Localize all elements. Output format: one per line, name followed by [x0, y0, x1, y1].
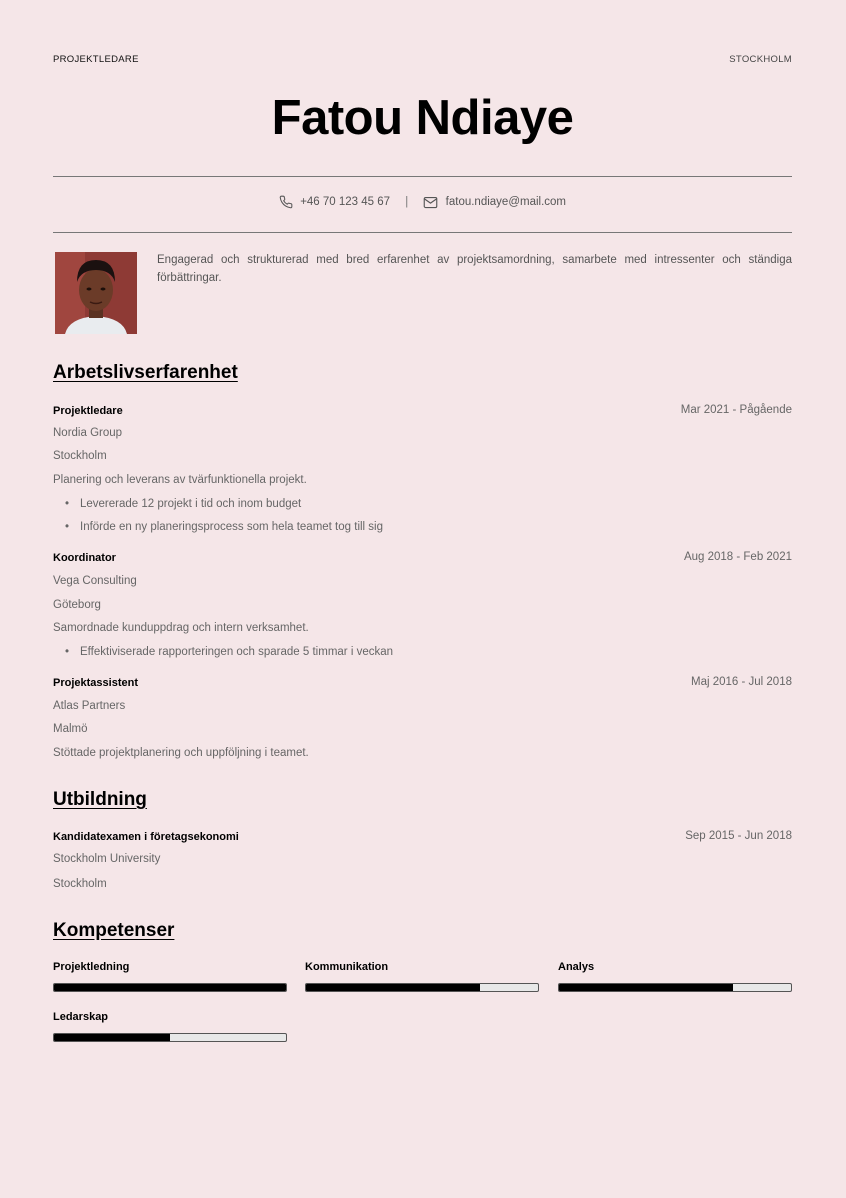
job-company: Nordia Group — [53, 427, 123, 439]
skill-name: Ledarskap — [53, 1011, 109, 1023]
degree-title: Kandidatexamen i företagsekonomi — [53, 831, 239, 843]
skill-name: Kommunikation — [305, 961, 389, 973]
phone-icon — [279, 196, 300, 208]
profile-photo — [55, 252, 137, 334]
divider-top — [53, 176, 792, 177]
education-dates: Sep 2015 - Jun 2018 — [685, 830, 792, 842]
person-name: Fatou Ndiaye — [271, 91, 574, 145]
divider-bottom — [53, 232, 792, 233]
job-dates: Aug 2018 - Feb 2021 — [683, 551, 792, 563]
school-city: Stockholm — [53, 878, 107, 890]
role-label: PROJEKTLEDARE — [53, 54, 139, 65]
skills-heading: Kompetenser — [53, 920, 175, 941]
skill-level-bar — [558, 983, 792, 992]
school-name: Stockholm University — [53, 853, 161, 865]
contact-separator: | — [405, 196, 409, 208]
job-description: Planering och leverans av tvärfunktionella projekt. — [53, 474, 307, 486]
job-title: Koordinator — [53, 552, 116, 564]
skill-level-bar — [53, 983, 287, 992]
skill-name: Projektledning — [53, 961, 130, 973]
skill-level-fill — [54, 1034, 170, 1041]
job-description: Stöttade projektplanering och uppföljning i teamet. — [53, 747, 309, 759]
job-city: Malmö — [53, 723, 88, 735]
job-bullet: • Levererade 12 projekt i tid och inom budget — [80, 498, 301, 510]
job-dates: Maj 2016 - Jul 2018 — [690, 676, 792, 688]
skill-name: Analys — [558, 961, 595, 973]
phone-number[interactable]: +46 70 123 45 67 — [300, 196, 391, 208]
skill-item — [305, 961, 539, 992]
skill-level-bar — [53, 1033, 287, 1042]
job-bullet: • Införde en ny planeringsprocess som hela teamet tog till sig — [80, 521, 383, 533]
skill-item — [53, 1011, 287, 1042]
skill-level-fill — [54, 984, 286, 991]
job-title: Projektassistent — [53, 677, 138, 689]
skill-level-fill — [559, 984, 733, 991]
experience-heading: Arbetslivserfarenhet — [53, 362, 238, 383]
job-title: Projektledare — [53, 405, 123, 417]
job-city: Göteborg — [53, 599, 101, 611]
education-heading: Utbildning — [53, 789, 147, 810]
profile-summary: Engagerad och strukturerad med bred erfarenhet av projektsamordning, samarbete med intressenter och ständiga förbättringar. — [157, 254, 792, 284]
skill-level-bar — [305, 983, 539, 992]
city-label: STOCKHOLM — [729, 54, 792, 65]
job-dates: Mar 2021 - Pågående — [680, 404, 792, 416]
skill-level-fill — [306, 984, 480, 991]
job-city: Stockholm — [53, 450, 107, 462]
job-company: Atlas Partners — [53, 700, 126, 712]
skill-item — [558, 961, 792, 992]
mail-icon — [423, 196, 445, 208]
skill-item — [53, 961, 287, 992]
job-description: Samordnade kunduppdrag och intern verksamhet. — [53, 622, 309, 634]
job-company: Vega Consulting — [53, 575, 137, 587]
job-bullet: • Effektiviserade rapporteringen och sparade 5 timmar i veckan — [80, 646, 393, 658]
email-address[interactable]: fatou.ndiaye@mail.com — [445, 196, 566, 208]
contact-line — [53, 195, 792, 209]
